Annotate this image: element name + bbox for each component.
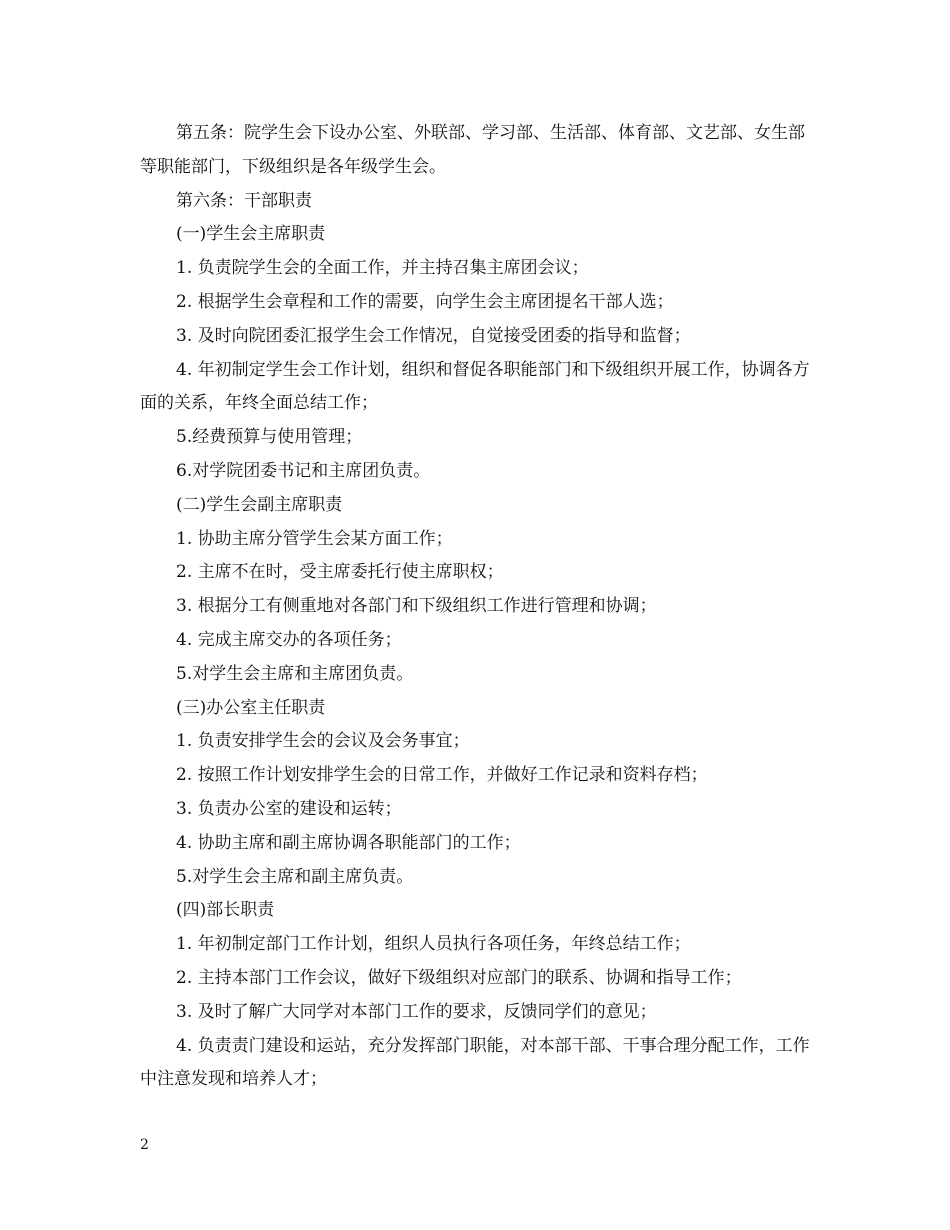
paragraph-article-6-heading: 第六条：干部职责	[176, 190, 312, 211]
list-item: 5.经费预算与使用管理；	[176, 427, 363, 448]
list-item: 4. 年初制定学生会工作计划，组织和督促各职能部门和下级组织开展工作，协调各方面的关系，年终全面总结工作；	[140, 359, 810, 414]
list-item: 6.对学院团委书记和主席团负责。	[176, 460, 431, 481]
section-heading-chairman: (一)学生会主席职责	[176, 224, 326, 245]
section-heading-office-director: (三)办公室主任职责	[176, 697, 326, 718]
list-item: 4. 完成主席交办的各项任务；	[176, 629, 402, 650]
list-item: 3. 根据分工有侧重地对各部门和下级组织工作进行管理和协调；	[176, 596, 657, 617]
section-heading-minister: (四)部长职责	[176, 900, 275, 921]
list-item: 3. 及时了解广大同学对本部门工作的要求，反馈同学们的意见；	[176, 1001, 657, 1022]
list-item: 3. 及时向院团委汇报学生会工作情况，自觉接受团委的指导和监督；	[176, 325, 691, 346]
list-item: 4. 负责责门建设和运站，充分发挥部门职能，对本部干部、干事合理分配工作，工作中注意发现和培养人才；	[140, 1035, 810, 1090]
page-number: 2	[140, 1137, 149, 1153]
section-heading-vice-chairman: (二)学生会副主席职责	[176, 494, 343, 515]
list-item: 2. 主席不在时，受主席委托行使主席职权；	[176, 562, 504, 583]
list-item: 4. 协助主席和副主席协调各职能部门的工作；	[176, 832, 521, 853]
list-item: 2. 根据学生会章程和工作的需要，向学生会主席团提名干部人选；	[176, 291, 674, 312]
paragraph-article-5: 第五条：院学生会下设办公室、外联部、学习部、生活部、体育部、文艺部、女生部等职能部门，下级组织是各年级学生会。	[140, 123, 805, 177]
list-item: 1. 协助主席分管学生会某方面工作；	[176, 528, 453, 549]
list-item: 5.对学生会主席和主席团负责。	[176, 663, 414, 684]
list-item: 5.对学生会主席和副主席负责。	[176, 866, 414, 887]
list-item: 1. 负责安排学生会的会议及会务事宜；	[176, 731, 470, 752]
list-item: 3. 负责办公室的建设和运转；	[176, 798, 402, 819]
list-item: 1. 负责院学生会的全面工作，并主持召集主席团会议；	[176, 258, 589, 279]
document-body	[140, 117, 812, 1097]
list-item: 1. 年初制定部门工作计划，组织人员执行各项任务，年终总结工作；	[176, 934, 691, 955]
list-item: 2. 主持本部门工作会议，做好下级组织对应部门的联系、协调和指导工作；	[176, 967, 742, 988]
list-item: 2. 按照工作计划安排学生会的日常工作，并做好工作记录和资料存档；	[176, 765, 708, 786]
